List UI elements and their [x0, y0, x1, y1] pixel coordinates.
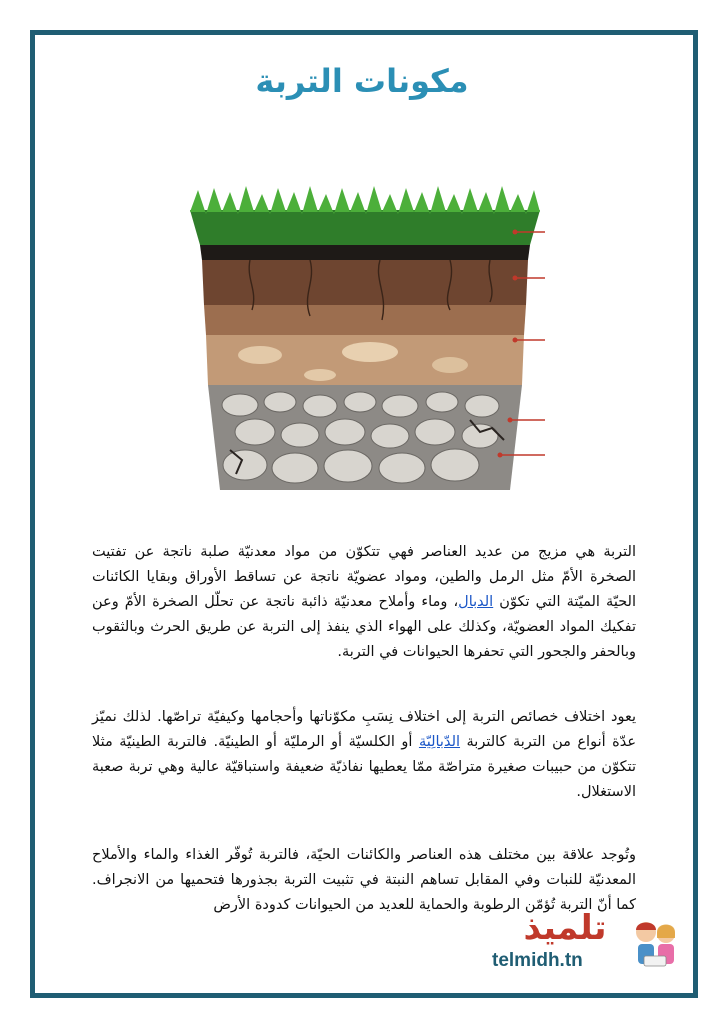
paragraph-text: يعود اختلاف خصائص التربة إلى اختلاف نِسَبِ مكوّناتها وأحجامها وكيفيّة تراصّها. لذلك نميّز عدّة أنواع من التربة كالتربة [92, 709, 636, 750]
paragraph-text: التربة هي مزيج من عديد العناصر فهي تتكوّن من مواد معدنيّة صلبة ناتجة عن تفتيت الصخرة الأمّ مثل الرمل والطين، ومواد عضويّة ناتجة عن تساقط الأوراق وبقايا الكائنات الحيّة الميّتة التي تكوّن [92, 544, 636, 610]
humic-soil-link[interactable]: الدّبالِيّة [418, 734, 461, 750]
paragraph-soil-composition [92, 540, 636, 665]
kids-mascot-icon [630, 914, 680, 974]
paragraph-text: ، وماء وأملاح معدنيّة ذائبة ناتجة عن تحلّل الصخرة الأمّ وعن تفكيك المواد العضويّة، وكذلك على الهواء الذي ينفذ إلى التربة عن طريق الحرث وبالثقوب وبالحفر والجحور التي تحفرها الحيوانات في التربة. [92, 594, 636, 660]
humus-link[interactable]: الدبال [458, 594, 494, 610]
brand-logo-arabic: تلميذ [523, 908, 607, 948]
paragraph-soil-types [92, 705, 636, 805]
soil-layers-illustration [170, 170, 560, 500]
paragraph-text: أو الكلسيّة أو الرمليّة أو الطينيّة. فالتربة الطينيّة مثلا تتكوّن من حبيبات صغيرة متراصّة ممّا يعطيها نفاذيّة ضعيفة واستباقيّة عالية وهي تربة صعبة الاستغلال. [92, 734, 636, 800]
paragraph-soil-relations [92, 843, 636, 918]
page-title: مكونات التربة [255, 62, 469, 100]
brand-url: telmidh.tn [492, 950, 583, 971]
paragraph-text: وتُوجد علاقة بين مختلف هذه العناصر والكائنات الحيّة، فالتربة تُوفّر الغذاء والماء والأملاح المعدنيّة للنبات وفي المقابل تساهم النبتة في تثبيت التربة بجذورها فتحميها من الانجراف. كما أنّ التربة تُؤمّن الرطوبة والحماية للعديد من الحيوانات كدودة الأرض [92, 847, 636, 913]
